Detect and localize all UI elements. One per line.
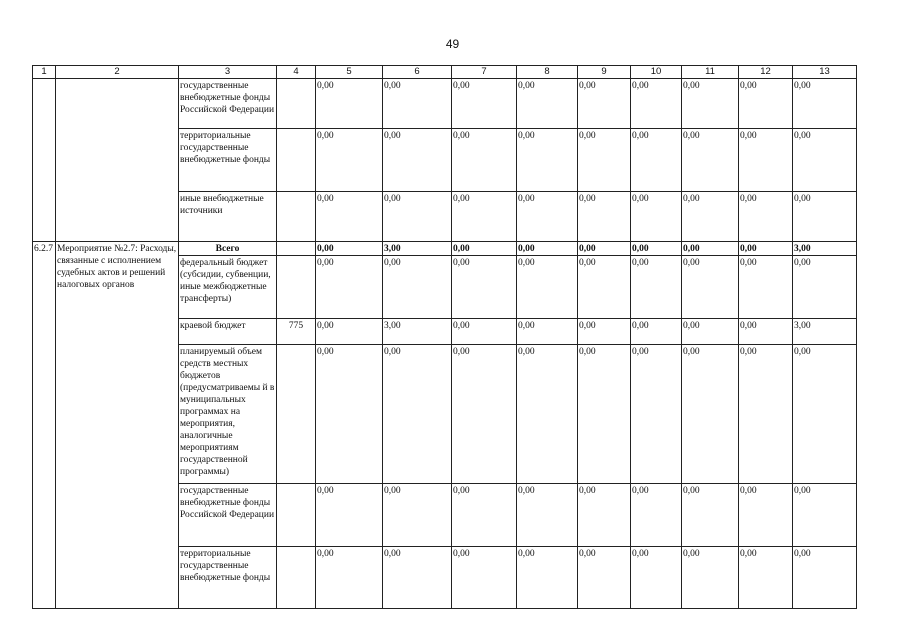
funding-source-cell: государственные внебюджетные фонды Российской Федерации <box>179 484 277 547</box>
header-cell: 9 <box>578 66 631 79</box>
amount-cell: 0,00 <box>682 319 739 345</box>
amount-cell: 0,00 <box>452 242 517 256</box>
measure-number-cell <box>33 79 56 242</box>
funding-source-cell: государственные внебюджетные фонды Российской Федерации <box>179 79 277 129</box>
amount-cell: 0,00 <box>517 242 578 256</box>
funding-source-cell: Всего <box>179 242 277 256</box>
amount-cell: 0,00 <box>452 192 517 242</box>
measure-number-cell: 6.2.7 <box>33 242 56 609</box>
amount-cell: 0,00 <box>452 319 517 345</box>
budget-code-cell: 775 <box>277 319 316 345</box>
amount-cell: 0,00 <box>793 484 857 547</box>
amount-cell: 0,00 <box>578 79 631 129</box>
amount-cell: 0,00 <box>682 242 739 256</box>
amount-cell: 0,00 <box>383 79 452 129</box>
header-cell: 12 <box>739 66 793 79</box>
amount-cell: 0,00 <box>631 547 682 609</box>
measure-name-cell: Мероприятие №2.7: Расходы, связанные с исполнением судебных актов и решений налоговых органов <box>56 242 179 609</box>
funding-source-cell: территориальные государственные внебюджетные фонды <box>179 547 277 609</box>
budget-code-cell <box>277 192 316 242</box>
header-cell: 1 <box>33 66 56 79</box>
amount-cell: 0,00 <box>631 256 682 319</box>
amount-cell: 0,00 <box>631 129 682 192</box>
header-cell: 5 <box>316 66 383 79</box>
amount-cell: 0,00 <box>452 256 517 319</box>
amount-cell: 0,00 <box>739 484 793 547</box>
table-row <box>33 242 857 256</box>
header-cell: 13 <box>793 66 857 79</box>
amount-cell: 3,00 <box>383 242 452 256</box>
amount-cell: 0,00 <box>682 192 739 242</box>
amount-cell: 0,00 <box>517 345 578 484</box>
budget-code-cell <box>277 484 316 547</box>
amount-cell: 0,00 <box>517 547 578 609</box>
amount-cell: 0,00 <box>739 256 793 319</box>
header-cell: 6 <box>383 66 452 79</box>
header-cell: 11 <box>682 66 739 79</box>
header-cell: 4 <box>277 66 316 79</box>
amount-cell: 0,00 <box>517 319 578 345</box>
amount-cell: 0,00 <box>631 319 682 345</box>
amount-cell: 0,00 <box>631 192 682 242</box>
amount-cell: 0,00 <box>682 345 739 484</box>
amount-cell: 0,00 <box>631 345 682 484</box>
amount-cell: 0,00 <box>578 256 631 319</box>
header-cell: 2 <box>56 66 179 79</box>
amount-cell: 0,00 <box>578 345 631 484</box>
amount-cell: 0,00 <box>682 79 739 129</box>
page-number: 49 <box>445 37 460 51</box>
amount-cell: 0,00 <box>739 345 793 484</box>
amount-cell: 0,00 <box>316 319 383 345</box>
header-row <box>33 66 857 79</box>
amount-cell: 3,00 <box>793 319 857 345</box>
amount-cell: 0,00 <box>383 256 452 319</box>
amount-cell: 0,00 <box>517 79 578 129</box>
amount-cell: 0,00 <box>682 256 739 319</box>
budget-code-cell <box>277 129 316 192</box>
amount-cell: 0,00 <box>793 129 857 192</box>
amount-cell: 0,00 <box>316 484 383 547</box>
amount-cell: 0,00 <box>578 192 631 242</box>
funding-source-cell: иные внебюджетные источники <box>179 192 277 242</box>
amount-cell: 0,00 <box>739 547 793 609</box>
amount-cell: 0,00 <box>578 319 631 345</box>
funding-source-cell: федеральный бюджет (субсидии, субвенции, иные межбюджетные трансферты) <box>179 256 277 319</box>
header-cell: 7 <box>452 66 517 79</box>
budget-code-cell <box>277 345 316 484</box>
amount-cell: 0,00 <box>631 79 682 129</box>
amount-cell: 3,00 <box>793 242 857 256</box>
amount-cell: 0,00 <box>383 484 452 547</box>
amount-cell: 0,00 <box>316 345 383 484</box>
funding-source-cell: краевой бюджет <box>179 319 277 345</box>
amount-cell: 0,00 <box>739 319 793 345</box>
amount-cell: 0,00 <box>383 547 452 609</box>
amount-cell: 0,00 <box>739 242 793 256</box>
budget-table <box>32 65 857 609</box>
budget-code-cell <box>277 256 316 319</box>
amount-cell: 0,00 <box>316 256 383 319</box>
amount-cell: 0,00 <box>578 242 631 256</box>
amount-cell: 0,00 <box>517 192 578 242</box>
amount-cell: 0,00 <box>452 129 517 192</box>
amount-cell: 0,00 <box>793 79 857 129</box>
amount-cell: 0,00 <box>793 345 857 484</box>
amount-cell: 0,00 <box>682 547 739 609</box>
amount-cell: 0,00 <box>517 129 578 192</box>
amount-cell: 0,00 <box>631 242 682 256</box>
amount-cell: 0,00 <box>682 484 739 547</box>
amount-cell: 0,00 <box>517 256 578 319</box>
amount-cell: 0,00 <box>578 129 631 192</box>
amount-cell: 0,00 <box>316 129 383 192</box>
table-row <box>33 79 857 129</box>
amount-cell: 0,00 <box>452 484 517 547</box>
funding-source-cell: территориальные государственные внебюджетные фонды <box>179 129 277 192</box>
funding-source-cell: планируемый объем средств местных бюджетов (предусматриваемы й в муниципальных программах на мероприятия, аналогичные мероприятиям государственной программы) <box>179 345 277 484</box>
amount-cell: 0,00 <box>631 484 682 547</box>
amount-cell: 0,00 <box>578 547 631 609</box>
header-cell: 3 <box>179 66 277 79</box>
budget-code-cell <box>277 242 316 256</box>
measure-name-cell <box>56 79 179 242</box>
amount-cell: 0,00 <box>739 79 793 129</box>
budget-code-cell <box>277 547 316 609</box>
amount-cell: 0,00 <box>739 129 793 192</box>
amount-cell: 0,00 <box>452 345 517 484</box>
amount-cell: 0,00 <box>793 547 857 609</box>
amount-cell: 0,00 <box>316 79 383 129</box>
amount-cell: 0,00 <box>578 484 631 547</box>
amount-cell: 0,00 <box>452 547 517 609</box>
amount-cell: 0,00 <box>383 192 452 242</box>
amount-cell: 0,00 <box>682 129 739 192</box>
amount-cell: 0,00 <box>316 192 383 242</box>
amount-cell: 0,00 <box>517 484 578 547</box>
budget-code-cell <box>277 79 316 129</box>
amount-cell: 0,00 <box>793 192 857 242</box>
amount-cell: 0,00 <box>739 192 793 242</box>
header-cell: 8 <box>517 66 578 79</box>
amount-cell: 0,00 <box>316 547 383 609</box>
amount-cell: 0,00 <box>452 79 517 129</box>
amount-cell: 0,00 <box>793 256 857 319</box>
amount-cell: 0,00 <box>316 242 383 256</box>
header-cell: 10 <box>631 66 682 79</box>
amount-cell: 0,00 <box>383 129 452 192</box>
amount-cell: 3,00 <box>383 319 452 345</box>
amount-cell: 0,00 <box>383 345 452 484</box>
